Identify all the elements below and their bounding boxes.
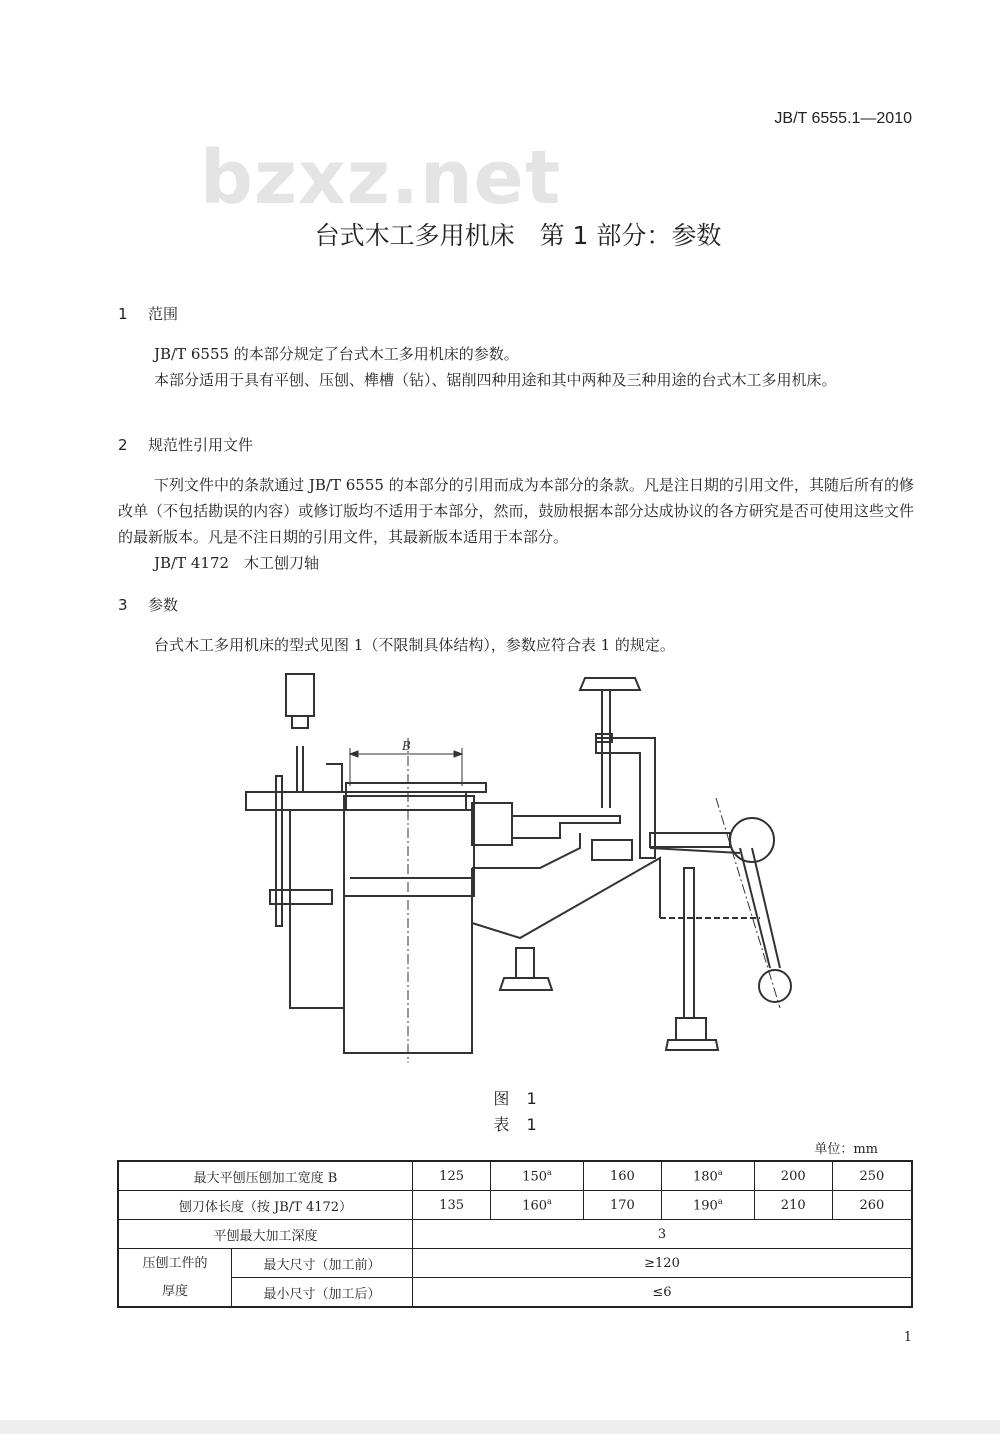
- machine-diagram: [240, 668, 800, 1068]
- table-row: [118, 1191, 912, 1220]
- table-cell: ≤6: [413, 1278, 913, 1308]
- section-number: 2: [118, 436, 128, 454]
- table-row: [118, 1161, 912, 1191]
- section-number: 1: [118, 305, 128, 323]
- cell-value: 160: [522, 1198, 548, 1214]
- group-label-line: 压刨工件的: [142, 1255, 208, 1271]
- row-label: 最大尺寸（加工前）: [232, 1249, 413, 1278]
- table-cell: [491, 1161, 584, 1191]
- cell-value: 190: [693, 1198, 718, 1214]
- section-title: 参数: [148, 596, 179, 614]
- section-title: 规范性引用文件: [148, 436, 254, 454]
- section-1-para-1: JB/T 6555 的本部分规定了台式木工多用机床的参数。: [154, 345, 519, 363]
- note-mark: a: [717, 1196, 723, 1206]
- row-label: 平刨最大加工深度: [118, 1220, 413, 1249]
- watermark: bzxz.net: [200, 135, 562, 221]
- note-mark: a: [547, 1167, 552, 1177]
- cell-value: 150: [522, 1169, 548, 1185]
- section-2-para-1: 下列文件中的条款通过 JB/T 6555 的本部分的引用而成为本部分的条款。凡是注日期的引用文件，其随后所有的修改单（不包括勘误的内容）或修订版均不适用于本部分，然而，鼓励根据本部分达成协议的各方研究是否可使用这些文件的最新版本。凡是不注日期的引用文件，其最新版本适用于本部分。: [118, 476, 914, 546]
- note-mark: a: [547, 1196, 552, 1206]
- note-mark: a: [717, 1167, 723, 1177]
- group-label: [118, 1249, 232, 1308]
- normative-reference: JB/T 4172 木工刨刀轴: [154, 554, 320, 572]
- table-cell: 210: [754, 1191, 832, 1220]
- row-label: 刨刀体长度（按 JB/T 4172）: [118, 1191, 413, 1220]
- unit-label: 单位：mm: [814, 1142, 878, 1157]
- footer-bar: [0, 1420, 1000, 1434]
- section-3-heading: [118, 594, 178, 615]
- section-1-heading: [118, 303, 178, 324]
- row-label: 最小尺寸（加工后）: [232, 1278, 413, 1308]
- motor-shaft: [292, 716, 308, 728]
- motor-housing: [286, 674, 314, 716]
- table-row: [118, 1278, 912, 1308]
- group-label-line: 厚度: [161, 1283, 188, 1299]
- cell-value: 180: [693, 1169, 718, 1185]
- table-cell: 135: [413, 1191, 491, 1220]
- handwheel-top: [580, 678, 640, 690]
- left-table: [246, 792, 346, 810]
- document-title: 台式木工多用机床 第 1 部分：参数: [314, 221, 722, 250]
- left-bracket: [270, 890, 332, 904]
- section-2-heading: [118, 434, 253, 455]
- dimension-b-label: B: [402, 739, 411, 753]
- section-title: 范围: [148, 305, 179, 323]
- table-caption: 表 1: [493, 1115, 543, 1134]
- table-cell: 200: [754, 1161, 832, 1191]
- table-cell: 250: [832, 1161, 912, 1191]
- table-cell: 160: [583, 1161, 661, 1191]
- table-row: [118, 1249, 912, 1278]
- table-cell: ≥120: [413, 1249, 913, 1278]
- table-cell: [661, 1161, 754, 1191]
- page-number: 1: [903, 1330, 912, 1345]
- table-cell: [661, 1191, 754, 1220]
- table-cell: [491, 1191, 584, 1220]
- section-number: 3: [118, 596, 128, 614]
- section-1-para-2: 本部分适用于具有平刨、压刨、榫槽（钻）、锯削四种用途和其中两种及三种用途的台式木工多用机床。: [154, 371, 837, 389]
- lever-hub: [730, 818, 774, 862]
- parameters-table: [117, 1160, 913, 1308]
- section-3-para-1: 台式木工多用机床的型式见图 1（不限制具体结构），参数应符合表 1 的规定。: [154, 636, 675, 654]
- table-cell: 3: [413, 1220, 913, 1249]
- row-label: 最大平刨压刨加工宽度 B: [118, 1161, 413, 1191]
- figure-caption: 图 1: [493, 1089, 543, 1108]
- lever-knob: [759, 970, 791, 1002]
- table-cell: 260: [832, 1191, 912, 1220]
- slide-arm: [650, 833, 730, 847]
- standard-code: JB/T 6555.1—2010: [774, 110, 912, 127]
- table-cell: 170: [583, 1191, 661, 1220]
- table-cell: 125: [413, 1161, 491, 1191]
- table-row: [118, 1220, 912, 1249]
